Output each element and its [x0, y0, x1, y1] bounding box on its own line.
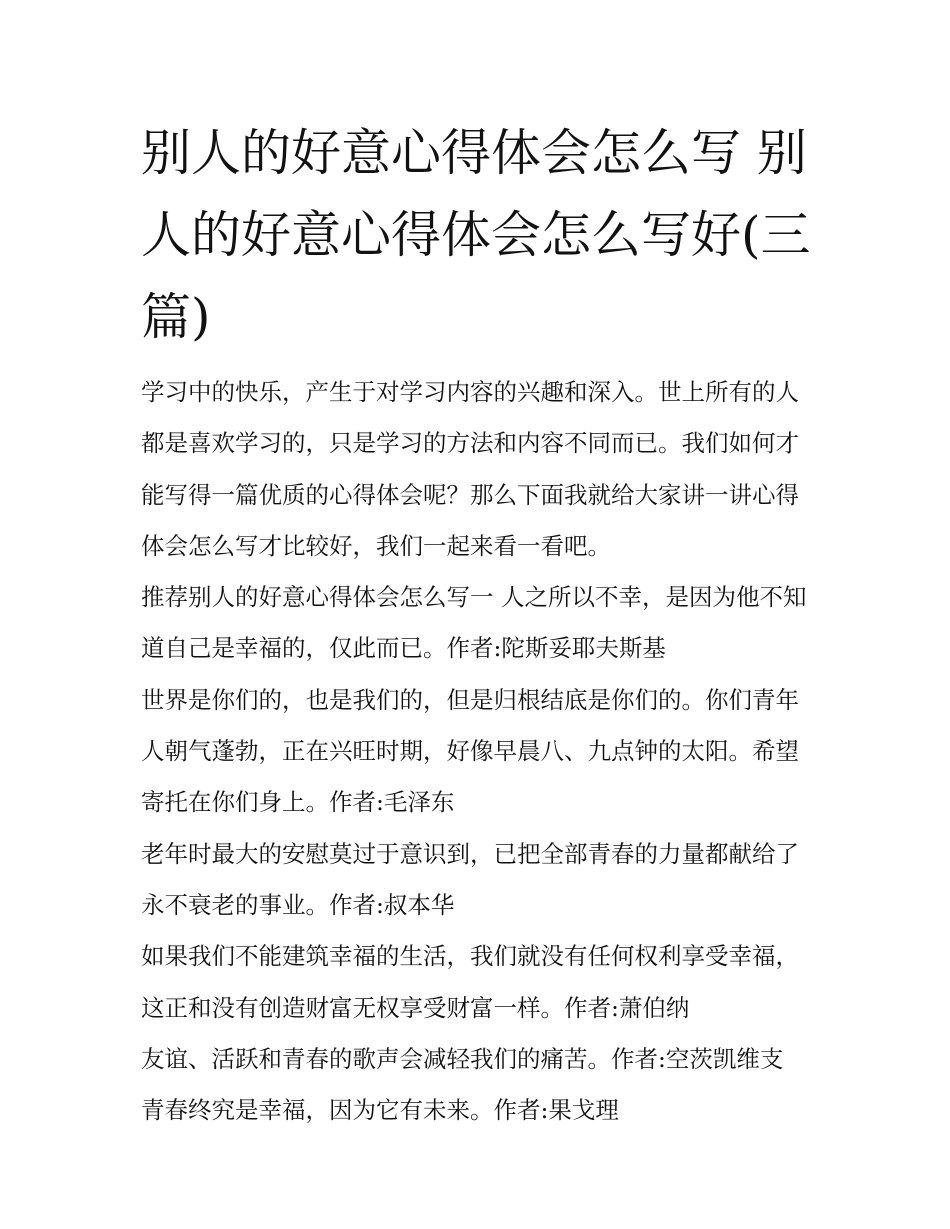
paragraph-quote-2: 世界是你们的，也是我们的，但是归根结底是你们的。你们青年人朝气蓬勃，正在兴旺时期，好像早晨八、九点钟的太阳。希望寄托在你们身上。作者:毛泽东: [141, 685, 799, 817]
document-title: 别人的好意心得体会怎么写 别人的好意心得体会怎么写好(三篇): [141, 124, 811, 346]
paragraph-quote-4: 如果我们不能建筑幸福的生活，我们就没有任何权利享受幸福，这正和没有创造财富无权享受财富一样。作者:萧伯纳: [141, 942, 799, 1022]
document-page: [141, 112, 813, 1136]
paragraph-quote-5: 友谊、活跃和青春的歌声会减轻我们的痛苦。作者:空茨凯维支 青春终究是幸福，因为它有未来。作者:果戈理: [141, 1044, 784, 1125]
paragraph-intro: 学习中的快乐，产生于对学习内容的兴趣和深入。世上所有的人都是喜欢学习的，只是学习的方法和内容不同而已。我们如何才能写得一篇优质的心得体会呢？那么下面我就给大家讲一讲心得体会怎么写才比较好，我们一起来看一看吧。: [141, 378, 799, 560]
paragraph-quote-1: 推荐别人的好意心得体会怎么写一 人之所以不幸，是因为他不知道自己是幸福的，仅此而已。作者:陀斯妥耶夫斯基: [141, 583, 807, 663]
paragraph-quote-3: 老年时最大的安慰莫过于意识到，已把全部青春的力量都献给了永不衰老的事业。作者:叔本华: [141, 839, 799, 919]
title-block: [141, 112, 813, 358]
